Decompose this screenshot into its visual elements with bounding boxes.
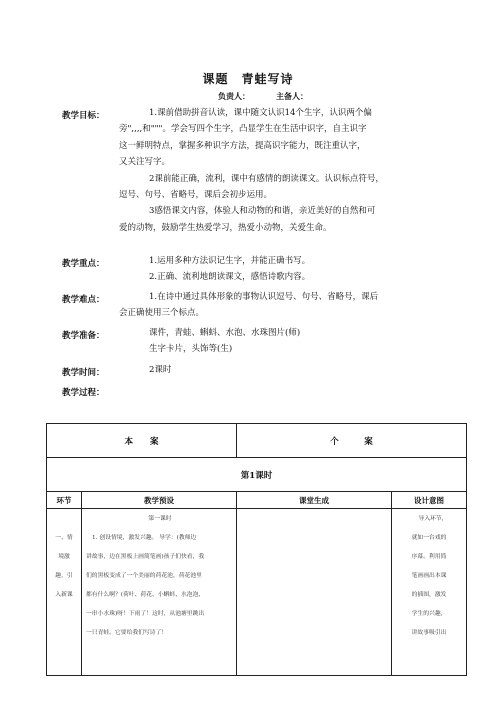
cell-line: 笔画画出本课 bbox=[411, 573, 447, 579]
generate-cell bbox=[237, 509, 392, 676]
cell-line: 一、情 bbox=[55, 535, 73, 541]
text-line: 1.运用多种方法识记生字，并能正确书写。 bbox=[149, 256, 311, 266]
responsible-label: 负责人： bbox=[218, 91, 250, 101]
text-line: 逗号、句号、省略号，课后会初步运用。 bbox=[119, 190, 273, 201]
cell-line: 一串小水珠)呀！下雨了！这时，从池塘里跳出 bbox=[86, 611, 205, 617]
text-line: 课件，青蛙、蝌蚪、水泡、水珠图片(师) bbox=[149, 328, 301, 338]
cell-line: 入新课 bbox=[55, 592, 73, 598]
cell-line: 境激 bbox=[58, 554, 70, 560]
text-line: 1.在诗中通过具体形象的事物认识逗号、句号、省略号，课后 bbox=[149, 292, 379, 302]
cell-line: 讲故事吸引出 bbox=[411, 630, 447, 636]
time-label: 教学时间： bbox=[62, 368, 105, 378]
table-row bbox=[47, 509, 467, 676]
text-line: 又关注写字。 bbox=[119, 157, 171, 168]
difficulty-text bbox=[119, 289, 379, 322]
cell-line: 学生的兴趣， bbox=[411, 611, 447, 617]
text-line: 3感悟课文内容，体验人和动物的和谐，亲近美好的自然和可 bbox=[149, 206, 376, 217]
key-points-label: 教学重点： bbox=[62, 259, 105, 269]
preset-cell bbox=[82, 509, 237, 676]
cell-line: 1. 创设情境，激发兴趣。 导学：(教师边 bbox=[92, 535, 197, 541]
lesson-table bbox=[46, 423, 467, 676]
cell-line: 趣，引 bbox=[55, 573, 73, 579]
header-individual-plan: 个 案 bbox=[237, 424, 467, 458]
text-line: 旁",,,,和"""。学会写四个生字，凸显学生在生活中识字，自主识字 bbox=[119, 124, 367, 135]
text-line: 这一鲜明特点，掌握多种识字方法，提高识字能力，既注重认字， bbox=[119, 140, 366, 151]
session-title: 第1课时 bbox=[47, 458, 467, 492]
text-line: 1.课前借助拼音认读，课中随文认识14个生字，认识两个偏 bbox=[149, 108, 372, 118]
process-label: 教学过程： bbox=[62, 388, 105, 398]
header-base-plan: 本 案 bbox=[47, 424, 237, 458]
text-line: 生字卡片，头饰等(生) bbox=[149, 344, 233, 355]
text-line: 2.正确、流利地朗读课文，感悟诗歌内容。 bbox=[149, 272, 311, 283]
col-preset: 教学预设 bbox=[82, 492, 237, 509]
time-value: 2课时 bbox=[149, 365, 172, 375]
text-line: 爱的动物，鼓励学生热爱学习，热爱小动物，关爱生命。 bbox=[119, 222, 332, 233]
cell-line: 序幕。利用简 bbox=[411, 554, 447, 560]
page-title: 课题 青蛙写诗 bbox=[202, 72, 294, 86]
goals-label: 教学目标： bbox=[62, 111, 105, 121]
col-generate: 课堂生成 bbox=[237, 492, 392, 509]
goals-text bbox=[119, 105, 384, 236]
cell-line: 们的黑板变成了一个美丽的荷花池，荷花池里 bbox=[86, 573, 202, 579]
intent-cell bbox=[392, 509, 467, 676]
text-line: 会正确使用三个标点。 bbox=[119, 308, 205, 319]
cell-line: 就如一台戏的 bbox=[411, 535, 447, 541]
text-line: 2课前能正确，流利，课中有感情的朗读课文。认识标点符号， bbox=[149, 173, 384, 184]
cell-line: 导入环节， bbox=[418, 516, 448, 522]
col-stage: 环节 bbox=[47, 492, 82, 509]
preparation-label: 教学准备： bbox=[62, 331, 105, 341]
cell-line: 第一课时 bbox=[148, 516, 172, 522]
cell-line: 一只青蛙。它要给我们写诗了！ bbox=[86, 630, 168, 636]
stage-cell bbox=[47, 509, 82, 676]
col-intent: 设计意图 bbox=[392, 492, 467, 509]
key-points-text bbox=[149, 253, 310, 286]
cell-line: 的插图，激发 bbox=[411, 592, 447, 598]
cell-line: 讲故事，边在黑板上画简笔画)孩子们快看，我 bbox=[86, 554, 205, 560]
preparer-label: 主备人： bbox=[276, 91, 308, 101]
preparation-text bbox=[149, 325, 300, 358]
difficulty-label: 教学难点： bbox=[62, 295, 105, 305]
cell-line: 都有什么啊？(荷叶、荷花、小蝌蚪、水泡泡、 bbox=[86, 592, 205, 598]
